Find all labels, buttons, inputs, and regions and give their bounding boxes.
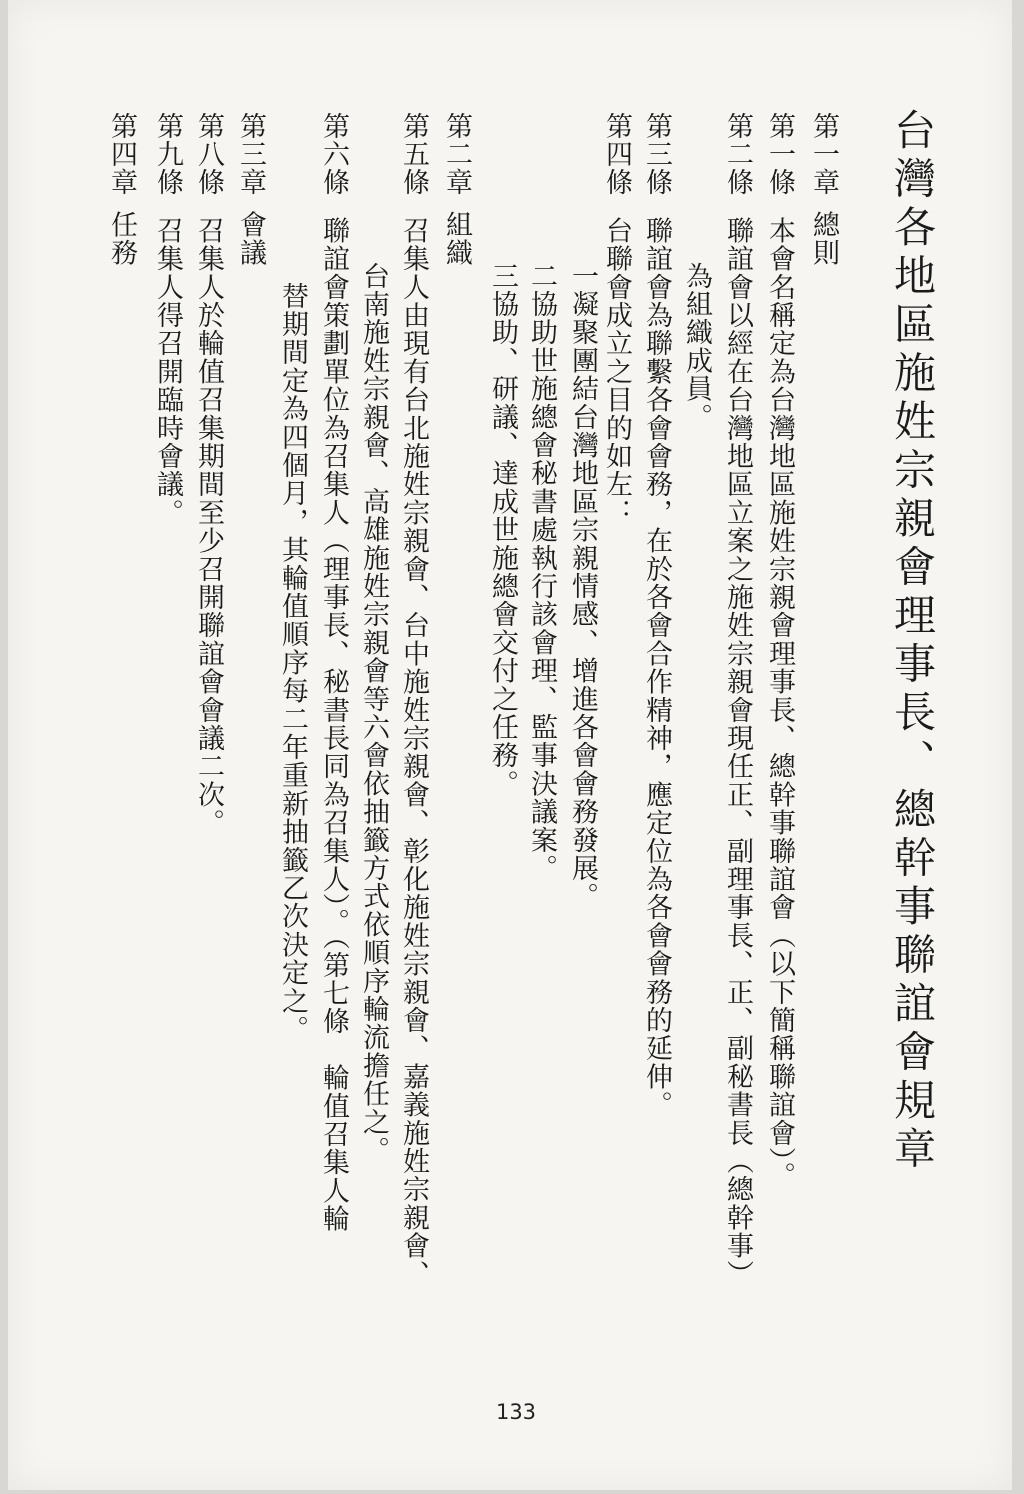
list-item-text: 三協助、研議、達成世施總會交付之任務。 (487, 262, 518, 798)
chapter-label: 第一章 (808, 112, 839, 197)
chapter-1-heading (805, 112, 841, 267)
article-6-continued (274, 282, 310, 1043)
article-text: 聯誼會為聯繫各會會務，在於各會合作精神，應定位為各會會務的延伸。 (641, 216, 672, 1120)
article-9 (149, 112, 185, 527)
article-4-item-1 (564, 262, 600, 911)
list-item-text: 一凝聚團結台灣地區宗親情感、增進各會會務發展。 (567, 262, 598, 911)
page-title: 台灣各地區施姓宗親會理事長、總幹事聯誼會規章 (888, 108, 937, 1175)
chapter-title: 組織 (441, 210, 472, 268)
article-text: 聯誼會以經在台灣地區立案之施姓宗親會現任正、副理事長、正、副秘書長（總幹事） (722, 216, 753, 1289)
article-4-item-2 (523, 262, 559, 882)
article-5-continued (355, 262, 391, 1164)
article-text: 台南施姓宗親會、高雄施姓宗親會等六會依抽籤方式依順序輪流擔任之。 (358, 262, 389, 1165)
article-label: 第二條 (722, 112, 753, 197)
article-text: 替期間定為四個月，其輪值順序每二年重新抽籤乙次決定之。 (277, 282, 308, 1044)
page-number: 133 (495, 1400, 537, 1424)
article-1 (761, 112, 797, 1190)
chapter-label: 第二章 (441, 112, 472, 197)
chapter-3-heading (232, 112, 268, 267)
article-3 (638, 112, 674, 1119)
article-label: 第一條 (764, 112, 795, 197)
article-2-continued (678, 262, 714, 431)
chapter-title: 總則 (808, 210, 839, 268)
article-label: 第八條 (193, 112, 224, 197)
article-5 (395, 112, 431, 1288)
article-text: 聯誼會策劃單位為召集人（理事長、秘書長同為召集人）。（第七條 輪值召集人輪 (318, 216, 349, 1234)
document-page (8, 0, 1012, 1490)
article-6 (315, 112, 351, 1233)
article-label: 第九條 (152, 112, 183, 197)
article-label: 第三條 (641, 112, 672, 197)
article-text: 召集人由現有台北施姓宗親會、台中施姓宗親會、彰化施姓宗親會、嘉義施姓宗親會、 (398, 216, 429, 1289)
article-label: 第六條 (318, 112, 349, 197)
chapter-2-heading (438, 112, 474, 267)
article-label: 第五條 (398, 112, 429, 197)
article-text: 本會名稱定為台灣地區施姓宗親會理事長、總幹事聯誼會（以下簡稱聯誼會）。 (764, 216, 795, 1191)
article-4 (598, 112, 634, 527)
article-8 (190, 112, 226, 837)
chapter-label: 第三章 (235, 112, 266, 197)
article-text: 為組織成員。 (681, 262, 712, 432)
article-text: 召集人得召開臨時會議。 (152, 216, 183, 527)
article-text: 召集人於輪值召集期間至少召開聯誼會會議二次。 (193, 216, 224, 838)
chapter-title: 會議 (235, 210, 266, 268)
article-4-item-3 (484, 262, 520, 798)
chapter-4-heading (103, 112, 139, 267)
list-item-text: 二協助世施總會秘書處執行該會理、監事決議案。 (526, 262, 557, 883)
article-text: 台聯會成立之目的如左： (601, 216, 632, 527)
chapter-title: 任務 (106, 210, 137, 268)
chapter-label: 第四章 (106, 112, 137, 197)
article-label: 第四條 (601, 112, 632, 197)
article-2 (719, 112, 755, 1288)
